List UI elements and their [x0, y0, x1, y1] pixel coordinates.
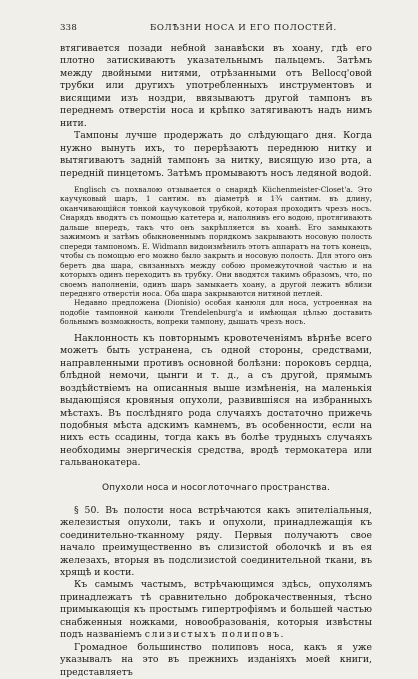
mucous-polyps-term: слизистыхъ полиповъ. [144, 629, 285, 641]
page-header [60, 23, 372, 37]
small-print-closet-apparatus: Englisch съ похвалою отзывается о снарядѣ Küchenmeister-Closet'a. Это каучуковый шаръ, 1 сантим. въ діаметрѣ и 1¾ сантим. въ длину, оканчивающійся тонкой каучуковой трубкой, которая проходитъ чрезъ носъ. Снарядъ вводятъ съ помощью катетера и, наполнивъ его водою, протягиваютъ дальше впередъ, такъ что онъ закрѣпляется въ хоанѣ. Его замыкаютъ зажимомъ и затѣмъ обыкновеннымъ порядкомъ закрываютъ носовую полость спереди тампономъ. E. Widmann видоизмѣнилъ этотъ аппаратъ на тотъ конецъ, чтобы съ помощью его можно было закрыть и носовую полость. Для этого онъ беретъ два шара, связанныхъ между собою промежуточной частью и на которыхъ одинъ переходитъ въ трубку. Они вводятся такимъ образомъ, что, по своемъ наполненіи, одинъ шаръ замыкаетъ хоану, а другой лежитъ вблизи передняго отверстія носа. Оба шара закрываются нитяной петлей. [60, 184, 372, 298]
paragraph-section-50: § 50. Въ полости носа встрѣчаются какъ эпителіальныя, железистыя опухоли, такъ и опухоли, принадлежащія къ соединительно-тканному ряду. Первыя получаютъ свое начало преимущественно въ слизистой оболочкѣ и въ ея железахъ, вторыя въ подслизистой соединительной ткани, въ хрящѣ и кости. [60, 504, 372, 579]
small-print-dionisio-canula: Недавно предложена (Dionisio) особая канюля для носа, устроенная на подобіе тампонной канюли Trendelenburg'а и имѣющая цѣлью доставить больнымъ возможность, вопреки тампону, дышать чрезъ носъ. [60, 298, 372, 327]
page-number: 338 [60, 23, 78, 33]
small-print-note [60, 185, 372, 327]
running-title: БОЛѢЗНИ НОСА И ЕГО ПОЛОСТЕЙ. [150, 23, 337, 33]
paragraph-polyps-majority: Громадное большинство полиповъ носа, какъ я уже указывалъ на это въ прежнихъ изданіяхъ моей книги, представляетъ [60, 641, 372, 678]
section-heading: Опухоли носа и носоглоточнаго пространства. [102, 482, 330, 493]
paragraph-mucous-polyps [60, 579, 372, 641]
mucous-polyps-lead: Къ самымъ частымъ, встрѣчающимся здѣсь, опухолямъ принадлежатъ тѣ сравнительно доброкачественныя, тѣсно примыкающія къ простымъ гипертрофіямъ и большей частью снабженныя ножками, новообразованія, которыя извѣстны подъ названіемъ [60, 579, 372, 641]
paragraph-tampon-insertion: втягивается позади небной занавѣски въ хоану, гдѣ его плотно затискиваютъ указательнымъ пальцемъ. Затѣмъ между двойными нитями, отрѣзанными отъ Bellocq'овой трубки или другихъ употребленныхъ инструментовъ и висящими изъ ноздри, ввязываютъ другой тампонъ въ переднемъ отверстіи носа и крѣпко затягиваютъ надъ нимъ нити. [60, 43, 372, 129]
paragraph-recurrent-bleeding: Наклонность къ повторнымъ кровотеченіямъ вѣрнѣе всего можетъ быть устранена, съ одной стороны, средствами, направленными противъ основной болѣзни: пороковъ сердца, блѣдной немочи, цынги и т. д., а съ другой, прямымъ воздѣйствіемъ на описанныя выше измѣненія, на маленькія выдающіяся кровяныя опухоли, развившіяся на избранныхъ мѣстахъ. Въ послѣдняго рода случаяхъ достаточно прижечь подобныя мѣста адскимъ камнемъ, въ особенности, если на нихъ есть ссадины, тогда какъ въ болѣе трудныхъ случаяхъ необходимы энергическія средства, вродѣ термокатера или гальванокатера. [60, 332, 372, 469]
paragraph-tampon-removal: Тампоны лучше продержать до слѣдующаго дня. Когда нужно вынуть ихъ, то перерѣзаютъ переднюю нитку и вытягиваютъ задній тампонъ за нитку, висящую изо рта, а передній пинцетомъ. Затѣмъ промываютъ носъ ледяной водой. [60, 130, 372, 179]
